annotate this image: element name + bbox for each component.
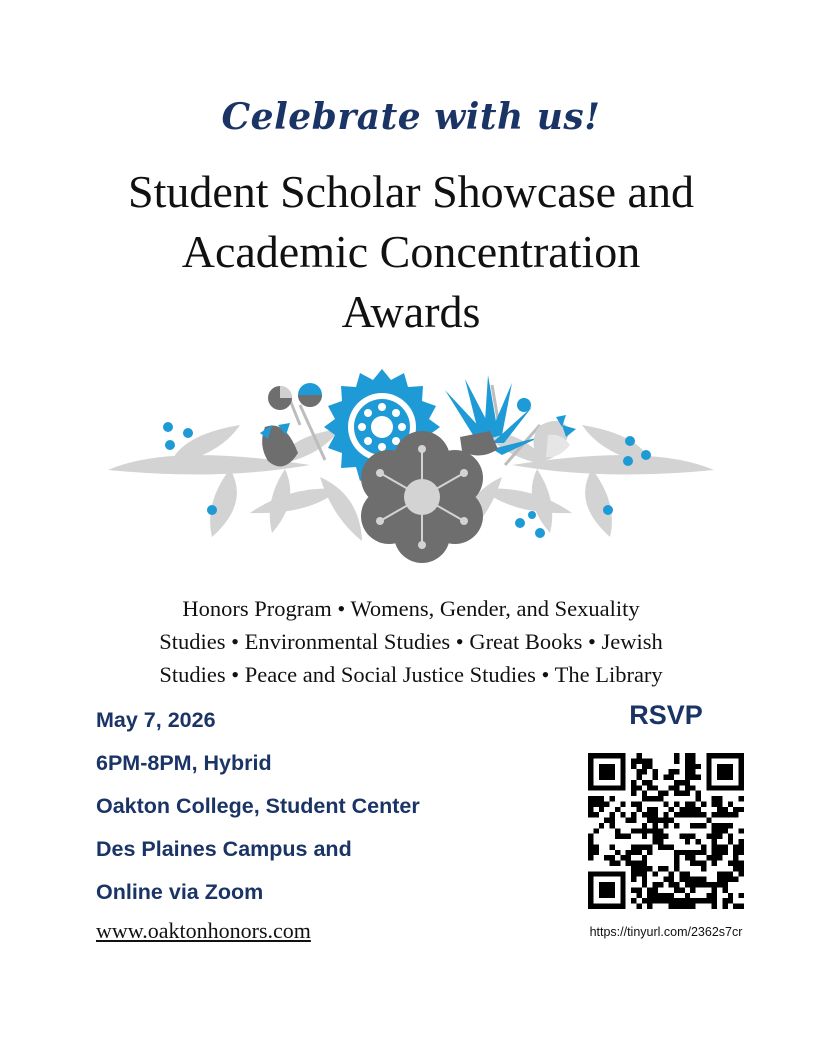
event-location: Oakton College, Student Center bbox=[96, 794, 420, 818]
program-line-1: Honors Program • Womens, Gender, and Sexuality bbox=[182, 596, 640, 621]
title-line-2: Academic Concentration bbox=[181, 226, 641, 277]
title-line-1: Student Scholar Showcase and bbox=[128, 166, 694, 217]
event-online: Online via Zoom bbox=[96, 880, 264, 904]
event-campus: Des Plaines Campus and bbox=[96, 837, 352, 861]
title-line-3: Awards bbox=[341, 286, 481, 337]
rsvp-url[interactable]: https://tinyurl.com/2362s7cr bbox=[589, 925, 743, 939]
event-date: May 7, 2026 bbox=[96, 708, 216, 732]
qr-code-icon[interactable] bbox=[588, 753, 744, 909]
program-list bbox=[100, 592, 722, 691]
event-title bbox=[60, 162, 762, 342]
tagline: Celebrate with us! bbox=[221, 96, 601, 138]
website-link[interactable]: www.oaktonhonors.com bbox=[96, 918, 311, 943]
program-line-3: Studies • Peace and Social Justice Studies • The Library bbox=[159, 662, 663, 687]
event-details bbox=[96, 700, 420, 915]
rsvp-label: RSVP bbox=[629, 700, 703, 730]
program-line-2: Studies • Environmental Studies • Great Books • Jewish bbox=[159, 629, 663, 654]
event-time: 6PM-8PM, Hybrid bbox=[96, 751, 272, 775]
floral-ornament-icon bbox=[100, 365, 722, 565]
